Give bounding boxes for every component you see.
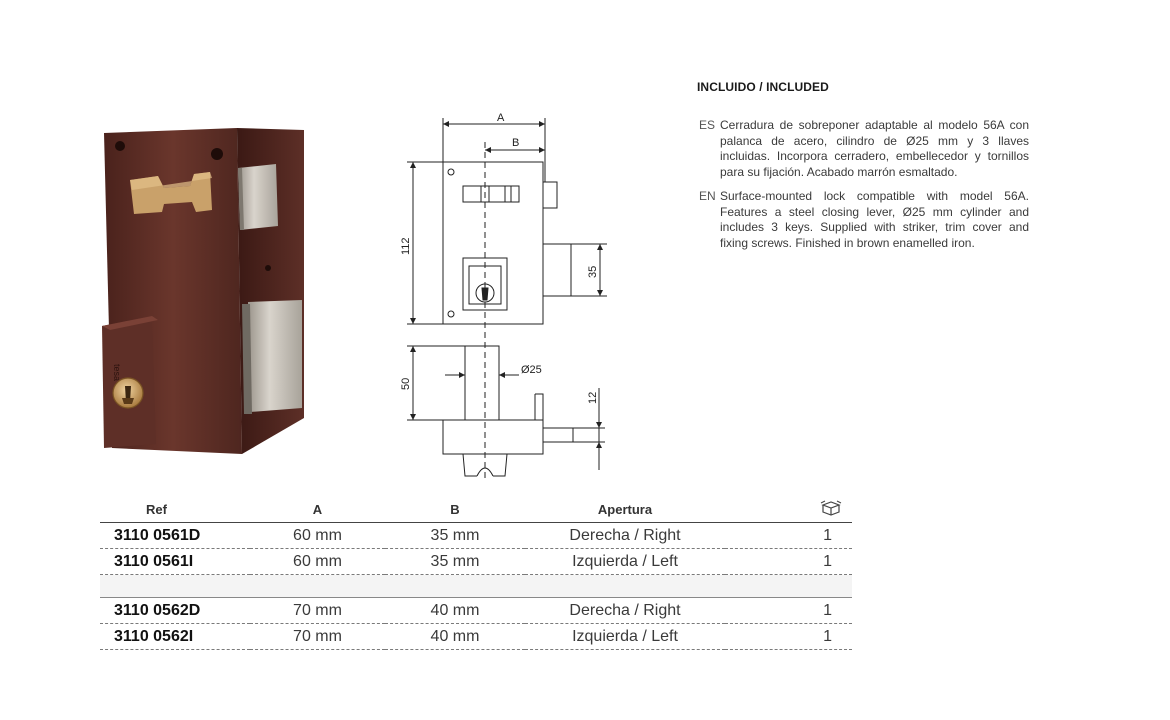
- cell-b: 40 mm: [385, 624, 525, 650]
- dim-112-label: 112: [400, 237, 412, 255]
- cell-b: 35 mm: [385, 523, 525, 549]
- cell-ref: 3110 0562D: [100, 598, 250, 624]
- cell-ref: 3110 0561I: [100, 549, 250, 575]
- description-en-text: Surface-mounted lock compatible with model 56A. Features a steel closing lever, Ø25 mm cylinder and includes 3 keys. Supplied with striker, trim cover and fixing screws. Finished in brown enamelled iron.: [720, 189, 1029, 250]
- header-ref: Ref: [146, 501, 167, 517]
- description-es-text: Cerradura de sobreponer adaptable al modelo 56A con palanca de acero, cilindro de Ø25 mm y 3 llaves incluidas. Incorpora cerradero, embellecedor y tornillos para su fijación. Acabado marrón esmaltado.: [720, 118, 1029, 179]
- cell-apertura: Derecha / Right: [525, 523, 725, 549]
- header-quantity: [725, 496, 852, 523]
- cell-qty: 1: [725, 523, 852, 549]
- dim-a-label: A: [497, 112, 505, 124]
- cell-qty: 1: [725, 598, 852, 624]
- box-icon: [820, 500, 842, 516]
- table-row: [100, 598, 852, 624]
- header-b: B: [450, 501, 460, 517]
- cell-ref: 3110 0561D: [100, 523, 250, 549]
- table-header-row: [100, 496, 852, 523]
- cell-a: 70 mm: [250, 624, 385, 650]
- description-es: [699, 118, 1029, 180]
- cell-a: 60 mm: [250, 549, 385, 575]
- lang-code-es: ES: [699, 118, 716, 132]
- dim-25-label: Ø25: [521, 364, 542, 376]
- technical-drawing: [385, 100, 625, 495]
- cell-a: 60 mm: [250, 523, 385, 549]
- table-spacer-row: [100, 575, 852, 598]
- cell-apertura: Izquierda / Left: [525, 549, 725, 575]
- dim-35-label: 35: [587, 265, 599, 278]
- cell-a: 70 mm: [250, 598, 385, 624]
- dim-b-label: B: [512, 137, 520, 149]
- cell-ref: 3110 0562I: [100, 624, 250, 650]
- table-row: [100, 549, 852, 575]
- lang-code-en: EN: [699, 189, 716, 203]
- lock-product-photo: [92, 118, 322, 463]
- cell-qty: 1: [725, 549, 852, 575]
- cell-b: 35 mm: [385, 549, 525, 575]
- description-en: [699, 189, 1029, 251]
- cell-b: 40 mm: [385, 598, 525, 624]
- dim-12-label: 12: [587, 391, 599, 404]
- dim-50-label: 50: [400, 377, 412, 390]
- cell-apertura: Derecha / Right: [525, 598, 725, 624]
- reference-table: [100, 496, 852, 650]
- cell-apertura: Izquierda / Left: [525, 624, 725, 650]
- cell-qty: 1: [725, 624, 852, 650]
- header-apertura: Apertura: [597, 501, 653, 517]
- table-row: [100, 523, 852, 549]
- header-a: A: [312, 501, 323, 517]
- table-row: [100, 624, 852, 650]
- brand-mark: tesa: [112, 364, 122, 382]
- included-title: INCLUIDO / INCLUDED: [697, 80, 829, 94]
